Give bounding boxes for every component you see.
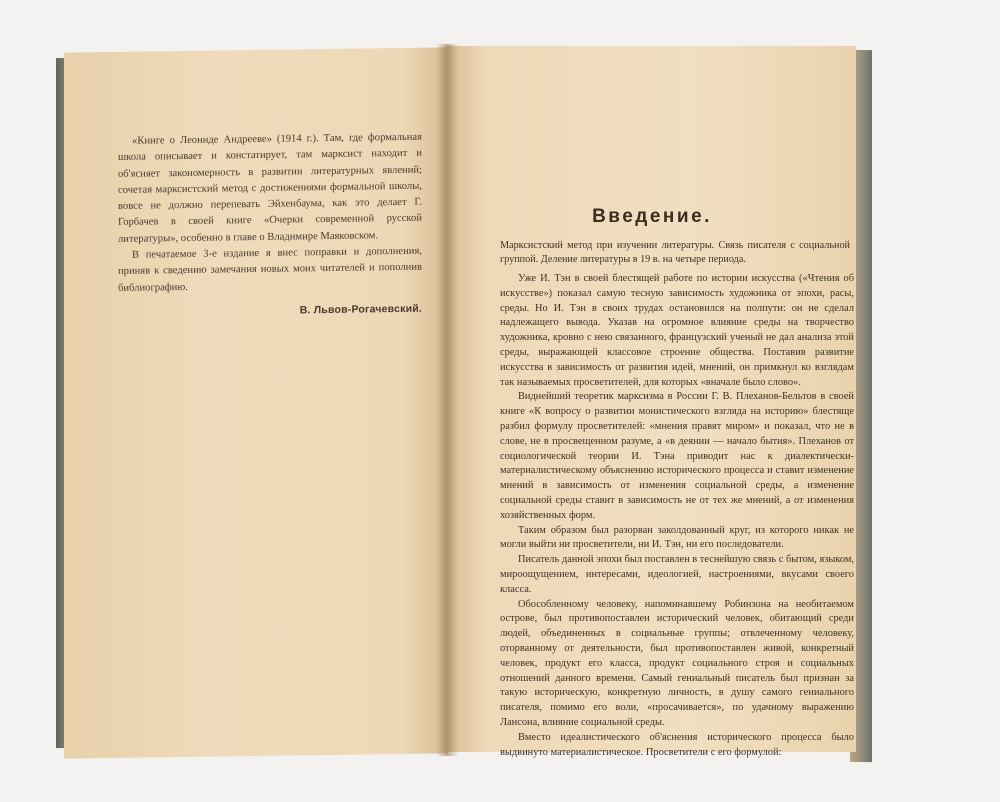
chapter-body <box>500 272 854 760</box>
author-signature: В. Львов-Рогачевский. <box>299 302 422 317</box>
body-paragraph: Обособленному человеку, напоминавшему Робинзона на необитаемом острове, был противопоставлен исторический человек, обитающий среди людей, объединенных в социальные группы; отвлеченному человеку, оторванному от деятельности, был противопоставлен живой, конкретный человек, продукт его класса, продукт социального строя и социальных отношений данного времени. Самый гениальный писатель был признан за такую историческую, конкретную личность, в душу самого гениального писателя, помимо его воли, «просачивается», по удачному выражению Лансона, влияние социальной среды. <box>500 598 854 728</box>
left-paragraph-2: В печатаемое 3-е издание я внес поправки и дополнения, приняв к сведению замечания новых моих читателей и пополнив библиографию. <box>118 245 422 294</box>
body-paragraph: Виднейший теоретик марксизма в России Г. В. Плеханов-Бельтов в своей книге «К вопросу о развитии монистического взгляда на историю» блестяще разбил формулу просветителей: «мнения правят миром» и показал, что не в слове, не в просвещенном разуме, а «в деянии — начало бытия». Плеханов от социологической теории И. Тэна приводит нас к диалектически-материалистическому объяснению исторического процесса и ставит изменение мнений в зависимость от изменения социальной среды, а изменение социальной среды ставит в зависимость не от тех же мнений, а от изменения хозяйственных форм. <box>500 391 854 521</box>
body-paragraph: Писатель данной эпохи был поставлен в теснейшую связь с бытом, языком, мироощущением, интересами, идеологией, настроениями, вкусами своего класса. <box>500 554 854 595</box>
body-paragraph: Уже И. Тэн в своей блестящей работе по истории искусства («Чтения об искусстве») показал самую тесную зависимость художника от эпохи, расы, среды. Но И. Тэн в своих трудах остановился на полпути: он не сделал надлежащего вывода. Указав на огромное влияние среды на творчество художника, кровно с нею связанного, французский ученый не дал анализа этой среды, выражающей классовое строение общества. Поставив развитие искусства в зависимость от развития идей, мнений, он примкнул ко взглядам так называемых просветителей, для которых «вначале было слово». <box>500 273 854 388</box>
body-paragraph: Вместо идеалистического об'яснения исторического процесса было выдвинуто материалистическое. Просветители с его формулой: <box>500 731 854 758</box>
left-page <box>64 47 448 758</box>
left-page-text <box>118 130 422 322</box>
right-page <box>446 46 856 758</box>
book-gutter <box>436 44 458 756</box>
chapter-title: Введение. <box>592 206 712 227</box>
left-paragraph-1: «Книге о Леониде Андрееве» (1914 г.). Там, где формальная школа описывает и констатирует, там марксист находит и об'ясняет закономерность в развитии литературных явлений; сочетая марксистский метод с достижениями формальной школы, вовсе не должно перепевать Эйхенбаума, как это делает Г. Горбачев в своей книге «Очерки современной русской литературы», особенно в главе о Владимире Маяковском. <box>118 131 422 245</box>
body-paragraph: Таким образом был разорван заколдованный круг, из которого никак не могли выйти ни просветители, ни И. Тэн, ни его последователи. <box>500 524 854 551</box>
chapter-summary: Марксистский метод при изучении литературы. Связь писателя с социальной группой. Деление литературы в 19 в. на четыре периода. <box>500 240 850 265</box>
open-book <box>56 44 862 762</box>
